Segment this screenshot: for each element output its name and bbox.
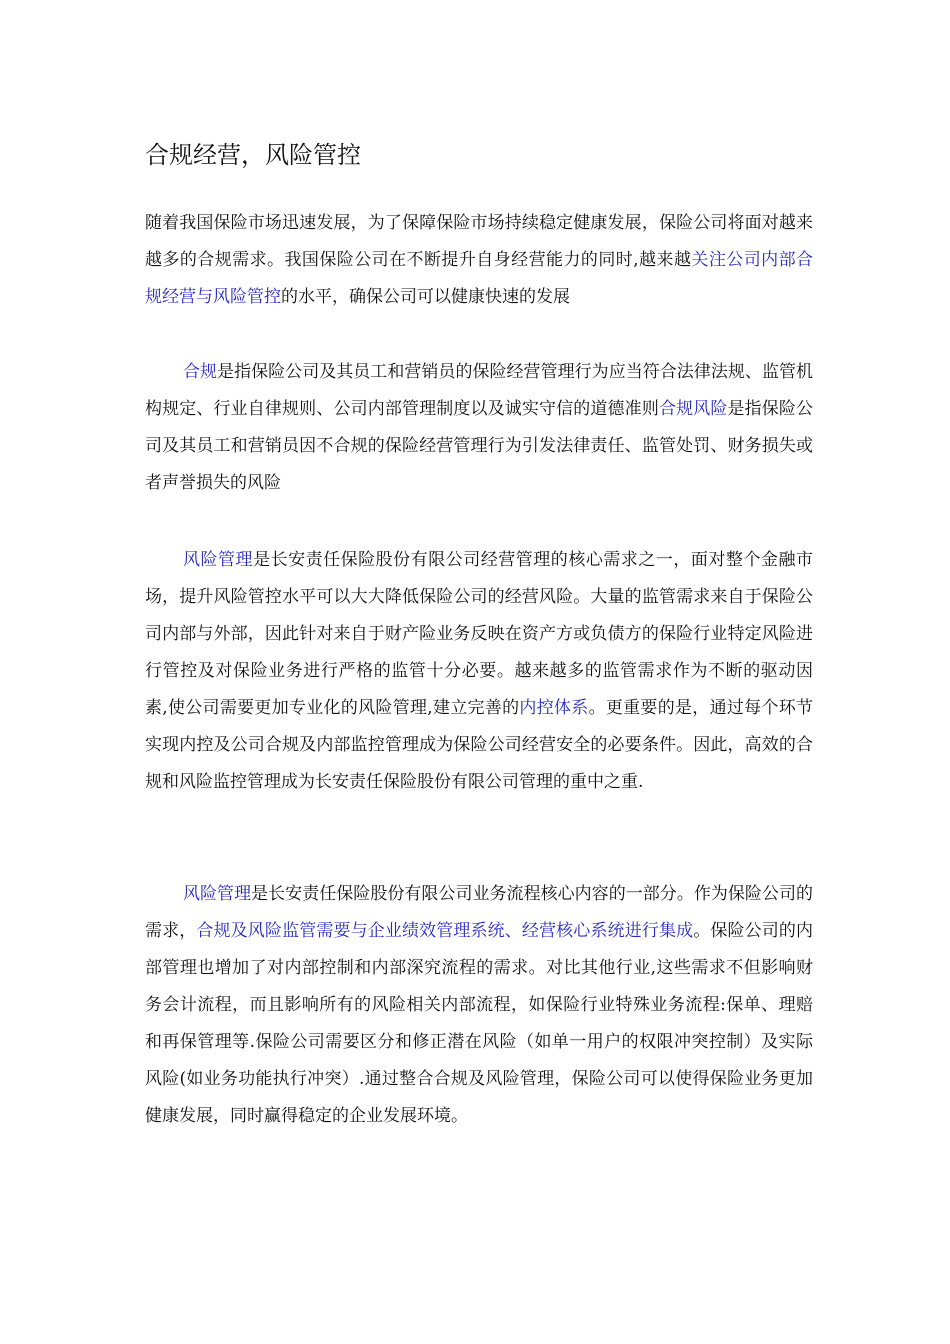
paragraph-text: 的水平，确保公司可以健康快速的发展: [281, 287, 570, 307]
paragraph-risk-management-core: [145, 542, 813, 801]
paragraph-risk-management-process: [145, 876, 813, 1135]
paragraph-text: 。保险公司的内部管理也增加了对内部控制和内部深究流程的需求。对比其他行业,这些需求不但影响财务会计流程，而且影响所有的风险相关内部流程，如保险行业特殊业务流程:保单、理赔和再保管理等.保险公司需要区分和修正潜在风险（如单一用户的权限冲突控制）及实际风险(如业务功能执行冲突）.通过整合合规及风险管理，保险公司可以使得保险业务更加健康发展，同时赢得稳定的企业发展环境。: [145, 921, 814, 1126]
document-title: 合规经营，风险管控: [145, 141, 361, 169]
link-internal-control-system[interactable]: 内控体系: [519, 698, 589, 718]
paragraph-intro: [145, 205, 813, 316]
link-risk-management-2[interactable]: 风险管理: [183, 884, 252, 904]
link-system-integration[interactable]: 合规及风险监管需要与企业绩效管理系统、经营核心系统进行集成: [196, 921, 694, 941]
link-risk-management[interactable]: 风险管理: [183, 550, 254, 570]
paragraph-text: 。更重要的是，通过每个环节实现内控及公司合规及内部监控管理成为保险公司经营安全的必要条件。因此，高效的合规和风险监控管理成为长安责任保险股份有限公司管理的重中之重.: [145, 698, 814, 792]
paragraph-text: 是指保险公司及其员工和营销员因不合规的保险经营管理行为引发法律责任、监管处罚、财务损失或者声誉损失的风险: [145, 399, 814, 493]
link-compliance-risk-control[interactable]: 关注公司内部合规经营与风险管控: [145, 250, 814, 307]
paragraph-text: 是长安责任保险股份有限公司经营管理的核心需求之一，面对整个金融市场，提升风险管控水平可以大大降低保险公司的经营风险。大量的监管需求来自于保险公司内部与外部，因此针对来自于财产险业务反映在资产方或负债方的保险行业特定风险进行管控及对保险业务进行严格的监管十分必要。越来越多的监管需求作为不断的驱动因素,使公司需要更加专业化的风险管理,建立完善的: [145, 550, 814, 718]
paragraph-text: 是指保险公司及其员工和营销员的保险经营管理行为应当符合法律法规、监管机构规定、行业自律规则、公司内部管理制度以及诚实守信的道德准则: [145, 362, 814, 419]
paragraph-text: 随着我国保险市场迅速发展，为了保障保险市场持续稳定健康发展，保险公司将面对越来越多的合规需求。我国保险公司在不断提升自身经营能力的同时,越来越: [145, 213, 813, 270]
paragraph-compliance-definition: [145, 354, 813, 502]
link-compliance[interactable]: 合规: [183, 362, 218, 382]
link-compliance-risk[interactable]: 合规风险: [658, 399, 728, 419]
paragraph-text: 是长安责任保险股份有限公司业务流程核心内容的一部分。作为保险公司的需求，: [145, 884, 814, 941]
